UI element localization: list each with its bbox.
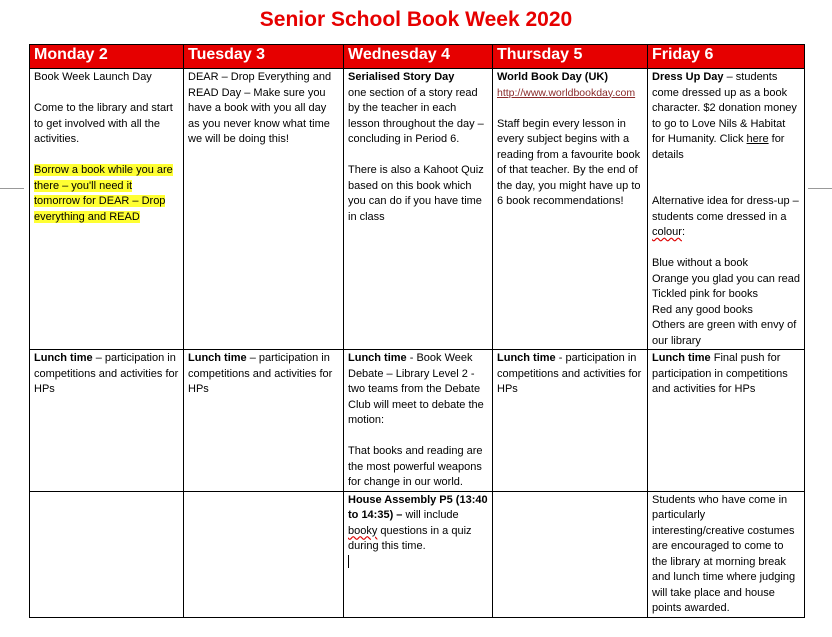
tuesday-lunch-text: – participation in competitions and activities for HPs <box>188 352 333 395</box>
lunch-time-row <box>30 350 805 492</box>
thursday-event-description: Staff begin every lesson in every subject begins with a reading from a favourite book of that teacher. By the end of the day, you might have up to 6 book recommendations! <box>497 117 641 207</box>
wednesday-event-cell <box>344 69 493 350</box>
page-margin-mark-right <box>808 188 832 189</box>
monday-lunch-cell <box>30 350 184 492</box>
tuesday-lunch-cell <box>184 350 344 492</box>
colon-text: : <box>681 226 686 238</box>
friday-extra-cell <box>648 491 805 617</box>
monday-event-cell <box>30 69 184 350</box>
house-assembly-text-end: questions in a quiz during this time. <box>348 524 472 552</box>
wednesday-event-description: one section of a story read by the teacher in each lesson throughout the day – concluding in Period 6. <box>348 86 484 145</box>
friday-event-cell <box>648 69 805 350</box>
colour-option: Red any good books <box>652 303 753 316</box>
main-events-row <box>30 69 805 350</box>
day-header-tuesday: Tuesday 3 <box>184 45 344 69</box>
friday-lunch-text: Final push for participation in competitions and activities for HPs <box>652 352 788 395</box>
day-header-friday: Friday 6 <box>648 45 805 69</box>
day-header-wednesday: Wednesday 4 <box>344 45 493 69</box>
world-book-day-link[interactable]: http://www.worldbookday.com <box>497 86 636 99</box>
house-assembly-title: House Assembly P5 (13:40 to 14:35) – <box>348 493 488 521</box>
costume-judging-note: Students who have come in particularly interesting/creative costumes are encouraged to come to the library at morning break and lunch time where judging will take place and house points awarded. <box>652 493 796 614</box>
debate-motion: That books and reading are the most powerful weapons for change in our world. <box>348 445 483 488</box>
tuesday-event-cell <box>184 69 344 350</box>
wednesday-lunch-text: - Book Week Debate – Library Level 2 - two teams from the Debate Club will meet to debate the motion: <box>348 352 484 426</box>
lunch-time-label: Lunch time <box>652 352 711 364</box>
thursday-lunch-text: - participation in competitions and activities for HPs <box>497 352 642 395</box>
friday-event-title: Dress Up Day <box>652 71 724 83</box>
wednesday-extra-cell <box>344 491 493 617</box>
booky-word: booky <box>348 524 378 537</box>
wednesday-kahoot-note: There is also a Kahoot Quiz based on this book which you can do if you have time in class <box>348 164 484 223</box>
lunch-time-label: Lunch time <box>497 352 556 364</box>
monday-highlighted-note: Borrow a book while you are there – you'll need it tomorrow for DEAR – Drop everything and READ <box>34 164 173 223</box>
colour-word: colour <box>652 226 682 238</box>
friday-lunch-cell <box>648 350 805 492</box>
thursday-lunch-cell <box>493 350 648 492</box>
colour-option: Blue without a book <box>652 257 749 269</box>
friday-details-text: for details <box>652 133 785 161</box>
thursday-extra-cell <box>493 491 648 617</box>
monday-extra-cell <box>30 491 184 617</box>
tuesday-extra-cell <box>184 491 344 617</box>
colour-option: Others are green with envy of our library <box>652 319 797 347</box>
here-link[interactable]: here <box>746 133 769 145</box>
lunch-time-label: Lunch time <box>348 352 407 364</box>
book-week-schedule-table <box>29 44 805 618</box>
monday-event-title: Book Week Launch Day <box>34 71 152 83</box>
house-assembly-text: will include <box>402 509 459 521</box>
monday-lunch-text: – participation in competitions and activities for HPs <box>34 352 179 395</box>
thursday-event-cell <box>493 69 648 350</box>
colour-option: Orange you glad you can read <box>652 272 800 285</box>
tuesday-event-description: DEAR – Drop Everything and READ Day – Make sure you have a book with you all day as you never know what time we will be doing this! <box>188 71 332 145</box>
monday-event-description: Come to the library and start to get involved with all the activities. <box>34 102 173 145</box>
extra-events-row <box>30 491 805 617</box>
day-header-row <box>30 45 805 69</box>
alternative-idea-text: Alternative idea for dress-up – students come dressed in a <box>652 195 799 223</box>
colour-option: Tickled pink for books <box>652 288 758 300</box>
page-title: Senior School Book Week 2020 <box>259 8 573 31</box>
day-header-thursday: Thursday 5 <box>493 45 648 69</box>
lunch-time-label: Lunch time <box>188 352 247 364</box>
friday-event-description: – students come dressed up as a book character. $2 donation money to go to Love Nils & Habitat for Humanity. Click <box>652 71 797 145</box>
lunch-time-label: Lunch time <box>34 352 93 364</box>
wednesday-lunch-cell <box>344 350 493 492</box>
text-cursor <box>348 555 349 568</box>
wednesday-event-title: Serialised Story Day <box>348 71 455 83</box>
page-margin-mark-left <box>0 188 24 189</box>
day-header-monday: Monday 2 <box>30 45 184 69</box>
thursday-event-title: World Book Day (UK) <box>497 71 609 83</box>
